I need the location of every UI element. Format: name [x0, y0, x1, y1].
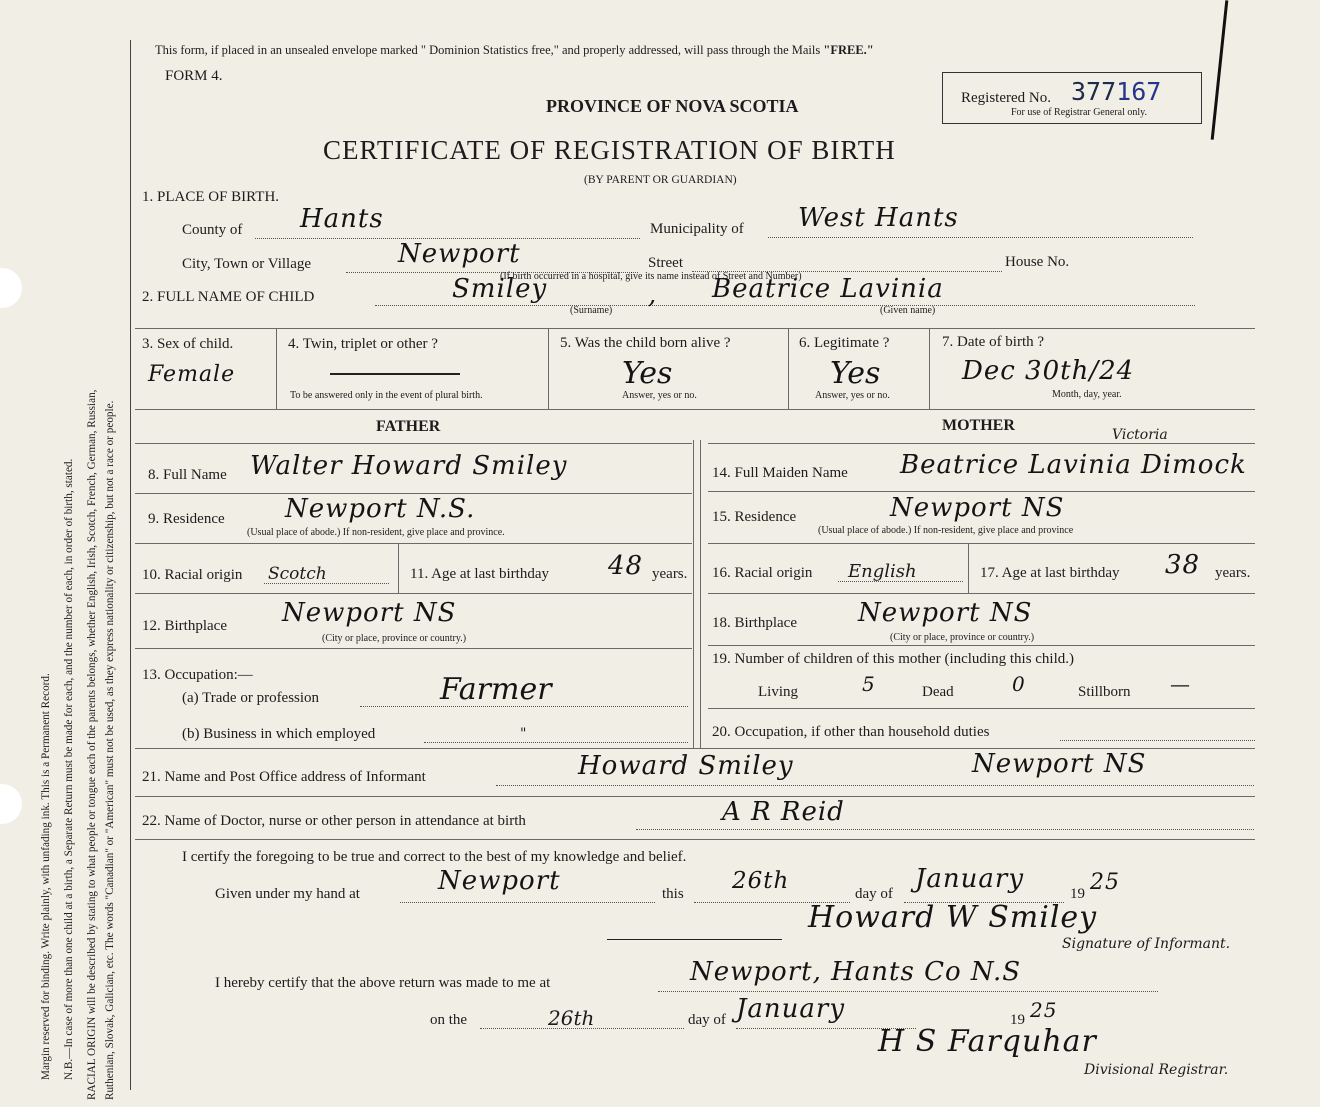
county-value: Hants — [300, 204, 384, 234]
rule — [398, 543, 399, 593]
child-surname: Smiley — [452, 274, 548, 304]
father-racial-line — [264, 583, 389, 584]
year-suffix: 25 — [1090, 870, 1120, 895]
rule — [788, 328, 789, 409]
registered-no-box — [942, 72, 1202, 124]
doctor-name: A R Reid — [722, 797, 845, 827]
child-name-line — [375, 305, 1195, 306]
rule — [708, 443, 1255, 444]
living-value: 5 — [862, 672, 876, 696]
reg-day-value: 26th — [548, 1006, 595, 1030]
mother-name-value: Beatrice Lavinia Dimock — [900, 450, 1247, 480]
father-residence-label: 9. Residence — [148, 511, 225, 527]
corner-pen-mark — [1211, 0, 1229, 140]
reg-year-prefix: 19 — [1010, 1012, 1025, 1028]
mother-residence-label: 15. Residence — [712, 509, 797, 525]
informant-line — [496, 785, 1254, 786]
mother-heading: MOTHER — [942, 417, 1015, 434]
city-label: City, Town or Village — [182, 256, 312, 272]
rule — [135, 839, 1255, 840]
rule — [135, 796, 1255, 797]
mother-birthplace-note: (City or place, province or country.) — [890, 632, 1035, 643]
mother-name-label: 14. Full Maiden Name — [712, 465, 848, 481]
rule — [708, 543, 1255, 544]
rule — [276, 328, 277, 409]
column-divider — [700, 440, 701, 748]
rule — [135, 328, 1255, 329]
twin-label: 4. Twin, triplet or other ? — [288, 336, 438, 352]
registrar-place-value: Newport, Hants Co N.S — [690, 957, 1022, 987]
form-number: FORM 4. — [165, 68, 223, 84]
informant-label: 21. Name and Post Office address of Informant — [142, 769, 426, 785]
rule — [135, 593, 692, 594]
place-of-birth-heading: 1. PLACE OF BIRTH. — [142, 189, 280, 205]
certify-statement: I certify the foregoing to be true and correct to the best of my knowledge and belief. — [182, 849, 687, 865]
father-name-value: Walter Howard Smiley — [250, 451, 568, 481]
dob-note: Month, day, year. — [1052, 389, 1122, 400]
dob-label: 7. Date of birth ? — [942, 334, 1045, 350]
margin-note-racial-origin-cont: Ruthenian, Slovak, Galician, etc. The words "Canadian" or "American" must not be used, as they express nationality or citizenship, but not a race or people. — [104, 400, 116, 1100]
stillborn-label: Stillborn — [1078, 684, 1131, 700]
born-alive-label: 5. Was the child born alive ? — [560, 335, 731, 351]
reg-day-of-label: day of — [688, 1012, 726, 1028]
binder-hole — [0, 784, 22, 824]
document-subtitle: (BY PARENT OR GUARDIAN) — [584, 174, 737, 186]
rule — [135, 648, 692, 649]
father-birthplace-value: Newport NS — [282, 598, 457, 628]
rule — [135, 443, 692, 444]
child-name-label: 2. FULL NAME OF CHILD — [142, 289, 315, 305]
county-label: County of — [182, 222, 243, 238]
twin-dash — [330, 373, 460, 375]
registrar-signature: H S Farquhar — [878, 1024, 1097, 1059]
father-racial-value: Scotch — [268, 564, 327, 584]
given-place-line — [400, 902, 655, 903]
legitimate-note: Answer, yes or no. — [815, 390, 890, 401]
informant-signature: Howard W Smiley — [808, 900, 1098, 935]
registrar-place-line — [658, 991, 1158, 992]
given-name-note: (Given name) — [880, 305, 936, 316]
informant-signature-label: Signature of Informant. — [1062, 936, 1231, 952]
rule — [968, 543, 969, 593]
mother-racial-value: English — [848, 561, 917, 582]
born-alive-value: Yes — [622, 356, 673, 391]
occupation-label: 13. Occupation:— — [142, 667, 253, 683]
margin-note-binding: Margin reserved for binding. Write plainly, with unfading ink. This is a Permanent Record. — [40, 673, 52, 1080]
rule — [929, 328, 930, 409]
city-value: Newport — [398, 239, 521, 269]
mother-years: years. — [1215, 565, 1251, 581]
dob-value: Dec 30th/24 — [962, 356, 1135, 386]
margin-note-racial-origin: RACIAL ORIGIN will be described by stating to what people or tongue each of the parents belongs, whether English, Irish, Scotch, French, German, Russian, — [86, 389, 98, 1100]
form-left-border — [130, 40, 131, 1090]
father-age-label: 11. Age at last birthday — [410, 566, 549, 582]
province-heading: PROVINCE OF NOVA SCOTIA — [546, 96, 799, 116]
given-place-value: Newport — [438, 866, 561, 896]
stillborn-value: — — [1170, 672, 1191, 696]
day-of-label: day of — [855, 886, 893, 902]
hospital-note: (If birth occurred in a hospital, give its name instead of Street and Number) — [500, 271, 802, 282]
children-count-label: 19. Number of children of this mother (including this child.) — [712, 651, 1075, 667]
rule — [135, 409, 1255, 410]
given-label: Given under my hand at — [215, 886, 360, 902]
surname-note: (Surname) — [570, 305, 613, 316]
trade-value: Farmer — [440, 672, 552, 707]
child-given-name: Beatrice Lavinia — [712, 274, 944, 304]
trade-line — [360, 706, 688, 707]
legitimate-value: Yes — [830, 356, 881, 391]
rule — [607, 939, 782, 940]
rule — [708, 491, 1255, 492]
mother-racial-line — [838, 581, 963, 582]
name-comma: , — [648, 280, 658, 310]
father-residence-value: Newport N.S. — [285, 494, 476, 524]
binder-hole — [0, 268, 22, 308]
father-birthplace-label: 12. Birthplace — [142, 618, 227, 634]
municipality-label: Municipality of — [650, 221, 744, 237]
informant-address: Newport NS — [972, 749, 1147, 779]
father-racial-label: 10. Racial origin — [142, 567, 243, 583]
mother-racial-label: 16. Racial origin — [712, 565, 813, 581]
doctor-label: 22. Name of Doctor, nurse or other person in attendance at birth — [142, 813, 526, 829]
registered-no-label: Registered No. — [961, 90, 1051, 106]
dead-label: Dead — [922, 684, 954, 700]
rule — [548, 328, 549, 409]
mother-birthplace-value: Newport NS — [858, 598, 1033, 628]
mother-age-value: 38 — [1165, 550, 1201, 580]
dead-value: 0 — [1012, 672, 1026, 696]
sex-value: Female — [148, 362, 236, 387]
sex-label: 3. Sex of child. — [142, 336, 234, 352]
doctor-line — [636, 829, 1254, 830]
business-label: (b) Business in which employed — [182, 726, 376, 742]
father-residence-note: (Usual place of abode.) If non-resident, give place and province. — [247, 527, 505, 538]
registered-no-note: For use of Registrar General only. — [1011, 107, 1147, 118]
reg-month-value: January — [736, 994, 846, 1024]
document-title: CERTIFICATE OF REGISTRATION OF BIRTH — [323, 135, 896, 165]
postal-notice: This form, if placed in an unsealed envelope marked " Dominion Statistics free," and properly addressed, will pass through the Mails "FREE." — [155, 43, 874, 57]
year-prefix: 19 — [1070, 886, 1085, 902]
margin-note-multiple-births: N.B.—In case of more than one child at a birth, a Separate Return must be made for each, and the number of each, in order of birth, stated. — [63, 458, 75, 1080]
on-the-label: on the — [430, 1012, 468, 1028]
twin-note: To be answered only in the event of plural birth. — [290, 390, 483, 401]
house-no-label: House No. — [1005, 254, 1070, 270]
born-alive-note: Answer, yes or no. — [622, 390, 697, 401]
municipality-line — [768, 237, 1193, 238]
mother-residence-note: (Usual place of abode.) If non-resident, give place and province — [818, 525, 1074, 536]
this-label: this — [662, 886, 684, 902]
living-label: Living — [758, 684, 798, 700]
rule — [708, 645, 1255, 646]
mother-name-insert: Victoria — [1112, 427, 1168, 443]
registrar-signature-label: Divisional Registrar. — [1084, 1062, 1229, 1078]
business-line — [424, 742, 688, 743]
reg-year-suffix: 25 — [1030, 998, 1058, 1022]
municipality-value: West Hants — [798, 203, 959, 233]
street-label: Street — [648, 255, 683, 271]
mother-residence-value: Newport NS — [890, 493, 1065, 523]
mother-birthplace-label: 18. Birthplace — [712, 615, 797, 631]
day-value: 26th — [732, 868, 790, 894]
mother-age-label: 17. Age at last birthday — [980, 565, 1120, 581]
registered-no-value: 377167 — [1071, 77, 1162, 106]
month-value: January — [915, 864, 1025, 894]
father-name-label: 8. Full Name — [148, 467, 227, 483]
rule — [135, 543, 692, 544]
informant-name: Howard Smiley — [578, 751, 794, 781]
registrar-statement: I hereby certify that the above return was made to me at — [215, 975, 551, 991]
legitimate-label: 6. Legitimate ? — [799, 335, 890, 351]
father-heading: FATHER — [376, 418, 441, 435]
rule — [708, 708, 1255, 709]
father-age-value: 48 — [608, 551, 644, 581]
trade-label: (a) Trade or profession — [182, 690, 320, 706]
father-birthplace-note: (City or place, province or country.) — [322, 633, 467, 644]
father-years: years. — [652, 566, 688, 582]
column-divider — [693, 440, 694, 748]
mother-occupation-line — [1060, 740, 1255, 741]
rule — [708, 593, 1255, 594]
business-value: " — [520, 726, 527, 742]
mother-occupation-label: 20. Occupation, if other than household duties — [712, 724, 990, 740]
